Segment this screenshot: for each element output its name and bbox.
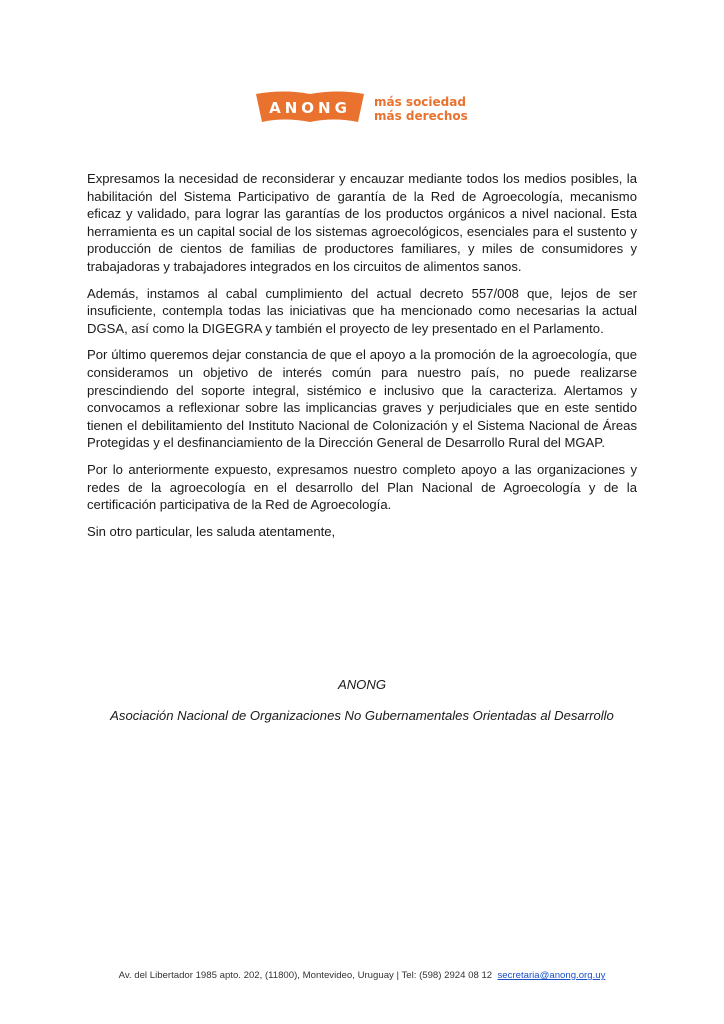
closing-line: Sin otro particular, les saluda atentamente, <box>87 523 336 539</box>
signature-org-short: ANONG <box>337 677 386 692</box>
tagline-line-2: más derechos <box>374 109 468 123</box>
logo-wordmark: ANONG <box>269 99 351 117</box>
anong-logo <box>254 88 484 128</box>
anong-banner-icon <box>254 88 366 128</box>
paragraph-4: Por lo anteriormente expuesto, expresamos nuestro completo apoyo a las organizaciones y redes de la agroecología en el desarrollo del Plan Nacional de Agroecología y de la certificación participativa de la Red de Agroecología. <box>87 461 637 513</box>
paragraph-2: Además, instamos al cabal cumplimiento del actual decreto 557/008 que, lejos de ser insuficiente, contempla todas las iniciativas que ha mencionado como necesarias la actual DGSA, así como la DIGEGRA y también el proyecto de ley presentado en el Parlamento. <box>87 285 637 336</box>
tagline <box>374 95 468 123</box>
signature-org-full: Asociación Nacional de Organizaciones No Gubernamentales Orientadas al Desarrollo <box>110 708 614 723</box>
footer-address: Av. del Libertador 1985 apto. 202, (11800), Montevideo, Uruguay | Tel: (598) 2924 08 12 <box>118 970 493 981</box>
footer <box>0 970 724 981</box>
paragraph-3: Por último queremos dejar constancia de que el apoyo a la promoción de la agroecología, que consideramos un objetivo de interés común para nuestro país, no puede realizarse prescindiendo del soporte integral, sistémico e inclusivo que la caracteriza. Alertamos y convocamos a reflexionar sobre las implicancias graves y perjudiciales que en este sentido tienen el debilitamiento del Instituto Nacional de Colonización y el Sistema Nacional de Áreas Protegidas y el desfinanciamiento de la Dirección General de Desarrollo Rural del MGAP. <box>87 347 637 451</box>
letter-body <box>87 170 637 549</box>
paragraph-1: Expresamos la necesidad de reconsiderar y encauzar mediante todos los medios posibles, la habilitación del Sistema Participativo de garantía de la Red de Agroecología, mecanismo eficaz y validado, para lograr las garantías de los productos orgánicos a nivel nacional. Esta herramienta es un capital social de los sistemas agroecológicos, esenciales para el sustento y producción de cientos de familias de productores familiares, y miles de consumidores y trabajadoras y trabajadores integrados en los circuitos de alimentos sanos. <box>87 171 637 274</box>
signature-block <box>87 676 637 738</box>
footer-email-link[interactable]: secretaria@anong.org.uy <box>497 970 606 981</box>
tagline-line-1: más sociedad <box>374 95 466 109</box>
